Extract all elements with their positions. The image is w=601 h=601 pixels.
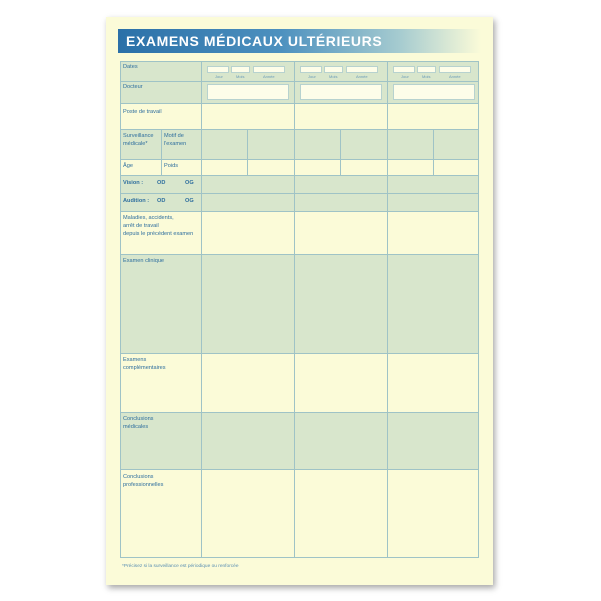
- day-field-3[interactable]: [393, 66, 415, 73]
- month-field-3[interactable]: [417, 66, 436, 73]
- year-field-3[interactable]: [439, 66, 471, 73]
- day-label-3: Jour: [401, 74, 409, 79]
- motif-label-2: l'examen: [164, 141, 187, 147]
- month-label-3: Mois: [422, 74, 431, 79]
- month-field-1[interactable]: [231, 66, 250, 73]
- vision-od-label: OD: [157, 180, 166, 186]
- poste-label: Poste de travail: [123, 109, 162, 115]
- vision-row-band: [120, 175, 479, 193]
- audition-label: Audition :: [123, 198, 150, 204]
- complementaires-label-2: complémentaires: [123, 365, 166, 371]
- medical-exams-table: [120, 61, 479, 571]
- age-label: Âge: [123, 163, 133, 169]
- motif-label-1: Motif de: [164, 133, 184, 139]
- year-label-1: Année: [263, 74, 275, 79]
- day-field-2[interactable]: [300, 66, 322, 73]
- footnote: *Précisez si la surveillance est périodique ou renforcée: [122, 564, 239, 569]
- form-sheet: [106, 17, 493, 585]
- audition-og-label: OG: [185, 198, 194, 204]
- maladies-label-3: depuis le précédent examen: [123, 231, 194, 237]
- month-field-2[interactable]: [324, 66, 343, 73]
- docteur-field-2[interactable]: [300, 84, 382, 100]
- vision-og-label: OG: [185, 180, 194, 186]
- dates-label: Dates: [123, 64, 138, 70]
- audition-od-label: OD: [157, 198, 166, 204]
- conclusions-medicales-label-1: Conclusions: [123, 416, 154, 422]
- examen-clinique-label: Examen clinique: [123, 258, 165, 264]
- examen-clinique-band: [120, 254, 479, 353]
- poids-label: Poids: [164, 163, 178, 169]
- conclusions-professionnelles-label-1: Conclusions: [123, 474, 154, 480]
- surveillance-label-2: médicale*: [123, 141, 148, 147]
- conclusions-professionnelles-label-2: professionnelles: [123, 482, 164, 488]
- vision-label: Vision :: [123, 180, 144, 186]
- form-title: EXAMENS MÉDICAUX ULTÉRIEURS: [126, 33, 383, 49]
- year-label-3: Année: [449, 74, 461, 79]
- title-banner: [118, 29, 481, 53]
- month-label-1: Mois: [236, 74, 245, 79]
- day-label-2: Jour: [308, 74, 316, 79]
- docteur-label: Docteur: [123, 84, 143, 90]
- conclusions-medicales-band: [120, 412, 479, 469]
- day-label-1: Jour: [215, 74, 223, 79]
- day-field-1[interactable]: [207, 66, 229, 73]
- year-label-2: Année: [356, 74, 368, 79]
- year-field-1[interactable]: [253, 66, 285, 73]
- docteur-field-1[interactable]: [207, 84, 289, 100]
- surveillance-label-1: Surveillance: [123, 133, 154, 139]
- year-field-2[interactable]: [346, 66, 378, 73]
- docteur-field-3[interactable]: [393, 84, 475, 100]
- maladies-label-1: Maladies, accidents,: [123, 215, 174, 221]
- audition-row-band: [120, 193, 479, 211]
- conclusions-medicales-label-2: médicales: [123, 424, 149, 430]
- maladies-label-2: arrêt de travail: [123, 223, 159, 229]
- month-label-2: Mois: [329, 74, 338, 79]
- complementaires-label-1: Examens: [123, 357, 147, 363]
